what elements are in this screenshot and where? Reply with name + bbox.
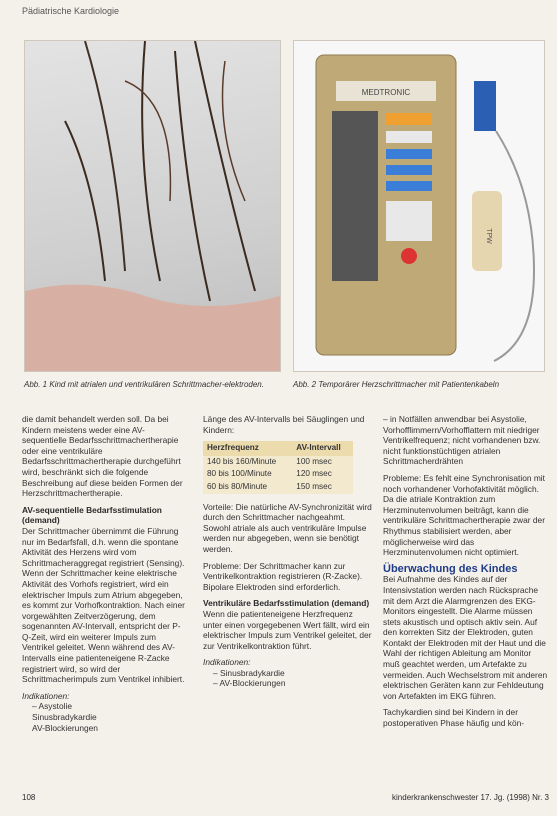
col1-paragraph-2: Der Schrittmacher übernimmt die Führung nur im Bedarfsfall, d.h. wenn die spontane Aktivität des Herzens wird vom Schrittmacheraggregat registriert (Sensing). Wenn der Schrittmacher keine elektrische Aktivität des Vorhofs registriert, wird ein elektrischer Impuls zum Atrium abgegeben, es kommt zur Vorhofkontraktion. Nach einer vorgewählten Zeitverzögerung, dem sogenannten AV-Intervall, entspricht der P-Q-Zeit, wird ein weiterer Impuls zum Ventrikel geleitet. Wenn während des AV-Intervalls eine patienteneigene R-Zacke registriert wird, so wird der Schrittmacherimpuls zum Ventrikel inhibiert. (22, 525, 185, 685)
table-row: 140 bis 160/Minute 100 msec (203, 456, 353, 469)
col1-indication-3: AV-Blockierungen (32, 722, 98, 733)
col1-paragraph-1: die damit behandelt werden soll. Da bei Kindern meistens weder eine AV-sequentielle Bedarfsschrittmachertherapie oder eine ventrikuläre Bedarfsschrittmachertherapie durchgeführt wird, beschränkt sich die folgende Beschreibung auf diese beiden Formen der Herzschrittmachertherapie. (22, 414, 183, 499)
col3-paragraph-2: Probleme: Es fehlt eine Synchronisation mit noch vorhandener Vorhofaktivität möglich. Da die atriale Kontraktion zum Herzminutenvolumen beiträgt, kann die ventrikuläre Schrittmachertherapie zwar der Rhythmus stabilisiert werden, aber möglicherweise wird das Herzminutenvolumen nicht optimiert. (383, 472, 545, 558)
col2-indication-1: – Sinusbradykardie (213, 667, 285, 678)
col1-indication-2: Sinusbradykardie (32, 712, 97, 723)
col3-heading: Überwachung des Kindes (383, 562, 518, 575)
col3-paragraph-3: Bei Aufnahme des Kindes auf der Intensivstation werden nach Rücksprache mit dem Arzt die Alarmgrenzen des EKG-Monitors eingestellt. Die Alarme müssen stets akustisch und optisch aktiv sein. Auf den korrekten Sitz der Elektroden, guten Kontakt der Elektroden mit der Haut und die Wahl der richtigen Ableitung am Monitor muß geachtet werden, um Artefakte zu vermeiden. Auch Wechselstrom mit anderen elektrischen Geräten kann zur Fehldeutung von Artefakten im EKG führen. (383, 574, 548, 701)
col2-indications-label: Indikationen: (203, 657, 251, 668)
col3-paragraph-4: Tachykardien sind bei Kindern in der postoperativen Phase häufig und kön- (383, 707, 525, 729)
page-number: 108 (22, 793, 36, 802)
figure-2-caption: Abb. 2 Temporärer Herzschrittmacher mit Patientenkabeln (293, 380, 500, 389)
table-row: 80 bis 100/Minute 120 msec (203, 468, 353, 481)
column-3 (383, 414, 549, 735)
pacemaker-wires-illustration (25, 41, 280, 371)
col2-paragraph-3: Wenn die patienteneigene Herzfrequenz unter einen vorgegebenen Wert fällt, wird ein elektrischer Impuls zum Ventrikel geleitet, der zur Ventrikelkontraktion führt. (203, 608, 372, 651)
figure-1-photo (24, 40, 281, 372)
col1-heading: AV-sequentielle Bedarfsstimulation (demand) (22, 504, 162, 526)
figure-2-photo (293, 40, 545, 372)
table-header-interval: AV-Intervall (292, 441, 353, 456)
figure-1-caption: Abb. 1 Kind mit atrialen und ventrikulären Schrittmacher-elektroden. (24, 380, 264, 389)
column-2 (203, 414, 373, 689)
temporary-pacemaker-illustration (294, 41, 544, 371)
col2-paragraph-1: Vorteile: Die natürliche AV-Synchronizität wird durch den Schrittmacher nachgeahmt. Sowohl atriale als auch ventrikuläre Impulse werden nur abgegeben, wenn sie benötigt werden. (203, 501, 372, 554)
col2-paragraph-2: Probleme: Der Schrittmacher kann zur Ventrikelkontraktion registrieren (R-Zacke). Bipolare Elektroden sind erforderlich. (203, 560, 363, 592)
column-1 (22, 414, 188, 733)
table-header-frequency: Herzfrequenz (203, 441, 292, 456)
table-row: 60 bis 80/Minute 150 msec (203, 481, 353, 494)
col3-paragraph-1: – in Notfällen anwendbar bei Asystolie, Vorhofflimmern/Vorhofflattern mit niedriger Ventrikelfrequenz; nicht vorhandenen bzw. nicht funktionstüchtigen atrialen Schrittmacherdrähten (383, 414, 541, 467)
col2-heading: Ventrikuläre Bedarfsstimulation (demand) (203, 598, 370, 609)
av-interval-table (203, 441, 353, 493)
probe-label: TPW (485, 228, 492, 244)
col1-indications-label: Indikationen: (22, 690, 70, 701)
section-header: Pädiatrische Kardiologie (22, 6, 120, 16)
device-brand-label: MEDTRONIC (361, 88, 411, 97)
journal-footer: kinderkrankenschwester 17. Jg. (1998) Nr. 3 (392, 793, 549, 802)
col1-indication-1: – Asystolie (32, 701, 73, 712)
col2-indication-2: – AV-Blockierungen (213, 678, 286, 689)
col2-intro: Länge des AV-Intervalls bei Säuglingen und Kindern: (203, 414, 365, 435)
